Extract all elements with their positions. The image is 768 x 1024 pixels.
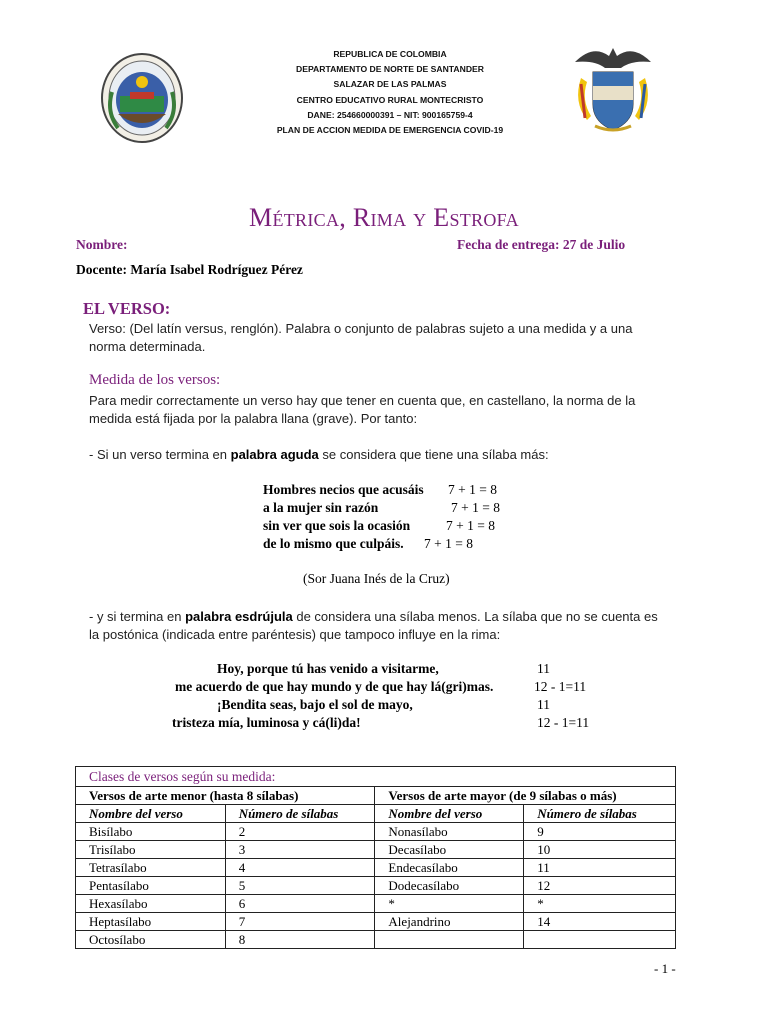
mayor-heading: Versos de arte mayor (de 9 sílabas o más) — [375, 787, 676, 805]
docente-label: Docente: María Isabel Rodríguez Pérez — [76, 262, 303, 277]
poem-verse: de lo mismo que culpáis. — [263, 536, 404, 551]
syllable-count: 7 + 1 = 8 — [448, 482, 497, 497]
page-title: Métrica, Rima y Estrofa — [249, 203, 519, 232]
table-row — [76, 877, 676, 895]
table-cell: 4 — [225, 859, 375, 877]
text-span: se considera que tiene una sílaba más: — [318, 447, 549, 462]
table-cell: 12 — [524, 877, 676, 895]
syllable-count: 7 + 1 = 8 — [446, 518, 495, 533]
text-line: medida está fijada por la palabra llana (grave). Por tanto: — [89, 411, 418, 426]
table-row — [76, 895, 676, 913]
medida-paragraph — [89, 392, 635, 428]
table-cell: Octosílabo — [76, 931, 226, 949]
text-line: norma determinada. — [89, 339, 206, 354]
table-cell: 6 — [225, 895, 375, 913]
verso-definition — [89, 320, 632, 356]
table-caption: Clases de versos según su medida: — [76, 767, 676, 787]
header-line: DANE: 254660000391 – NIT: 900165759-4 — [307, 109, 473, 120]
syllable-count: 7 + 1 = 8 — [451, 500, 500, 515]
aguda-rule — [89, 446, 549, 464]
table-cell — [524, 931, 676, 949]
nombre-label: Nombre: — [76, 237, 128, 252]
table-cell: Heptasílabo — [76, 913, 226, 931]
text-line — [89, 608, 658, 626]
syllable-count: 11 — [537, 697, 550, 712]
table-cell — [375, 931, 524, 949]
table-cell: Bisílabo — [76, 823, 226, 841]
text-span: de considera una sílaba menos. La sílaba que no se cuenta es — [292, 609, 658, 624]
table-cell: * — [524, 895, 676, 913]
bold-term: palabra esdrújula — [185, 609, 293, 624]
table-row — [76, 841, 676, 859]
text-line: la postónica (indicada entre paréntesis) que tampoco influye en la rima: — [89, 627, 501, 642]
syllable-count: 12 - 1=11 — [534, 679, 587, 694]
bold-term: palabra aguda — [230, 447, 319, 462]
poem-verse: me acuerdo de que hay mundo y de que hay lá(gri)mas. — [175, 679, 494, 694]
coat-of-arms-logo — [565, 38, 661, 136]
table-cell: 5 — [225, 877, 375, 895]
header-line: PLAN DE ACCION MEDIDA DE EMERGENCIA COVID-19 — [276, 125, 504, 136]
table-cell: 3 — [225, 841, 375, 859]
poem-verse: ¡Bendita seas, bajo el sol de mayo, — [217, 697, 413, 712]
poem-verse: sin ver que sois la ocasión — [263, 518, 411, 533]
header-line: REPUBLICA DE COLOMBIA — [333, 49, 447, 59]
institution-header — [240, 47, 540, 138]
table-cell: Trisílabo — [76, 841, 226, 859]
table-cell: Nonasílabo — [375, 823, 524, 841]
poem-verse: a la mujer sin razón — [263, 500, 379, 515]
text-span: - Si un verso termina en — [89, 447, 231, 462]
poem-verse: Hoy, porque tú has venido a visitarme, — [217, 661, 439, 676]
esdrujula-rule — [89, 608, 658, 644]
poem-author: (Sor Juana Inés de la Cruz) — [303, 571, 450, 586]
page-number: - 1 - — [654, 961, 676, 976]
fecha-entrega: Fecha de entrega: 27 de Julio — [457, 237, 626, 252]
table-cell: 7 — [225, 913, 375, 931]
table-cell: Dodecasílabo — [375, 877, 524, 895]
table-cell: Decasílabo — [375, 841, 524, 859]
syllable-count: 7 + 1 = 8 — [424, 536, 473, 551]
column-header: Nombre del verso — [375, 805, 524, 823]
table-row — [76, 823, 676, 841]
table-cell: * — [375, 895, 524, 913]
section-heading-verso: EL VERSO: — [83, 299, 171, 318]
poem-esdrujula — [0, 660, 768, 740]
table-row — [76, 913, 676, 931]
table-cell: Pentasílabo — [76, 877, 226, 895]
table-cell: 11 — [524, 859, 676, 877]
header-line: SALAZAR DE LAS PALMAS — [333, 79, 447, 90]
poem-verse: Hombres necios que acusáis — [263, 482, 424, 497]
poem-verse: tristeza mía, luminosa y cá(li)da! — [172, 715, 361, 730]
table-row — [76, 931, 676, 949]
column-header: Número de sílabas — [225, 805, 375, 823]
text-line: Verso: (Del latín versus, renglón). Palabra o conjunto de palabras sujeto a una medida y a una — [89, 321, 633, 336]
menor-heading: Versos de arte menor (hasta 8 sílabas) — [76, 787, 375, 805]
text-span: - y si termina en — [89, 609, 186, 624]
table-cell: 10 — [524, 841, 676, 859]
column-header: Número de sílabas — [524, 805, 676, 823]
table-cell: 9 — [524, 823, 676, 841]
table-cell: Alejandrino — [375, 913, 524, 931]
school-seal-logo — [100, 52, 184, 144]
table-cell: 14 — [524, 913, 676, 931]
header-line: DEPARTAMENTO DE NORTE DE SANTANDER — [296, 64, 484, 75]
syllable-count: 11 — [537, 661, 550, 676]
column-header: Nombre del verso — [76, 805, 226, 823]
header-line: CENTRO EDUCATIVO RURAL MONTECRISTO — [296, 94, 484, 105]
syllable-count: 12 - 1=11 — [537, 715, 590, 730]
section-heading-medida: Medida de los versos: — [89, 372, 221, 388]
table-cell: 2 — [225, 823, 375, 841]
table-cell: Endecasílabo — [375, 859, 524, 877]
verse-classes-table — [75, 766, 676, 949]
table-row — [76, 859, 676, 877]
text-line: Para medir correctamente un verso hay que tener en cuenta que, en castellano, la norma de la — [89, 393, 636, 408]
table-cell: 8 — [225, 931, 375, 949]
table-cell: Tetrasílabo — [76, 859, 226, 877]
table-cell: Hexasílabo — [76, 895, 226, 913]
